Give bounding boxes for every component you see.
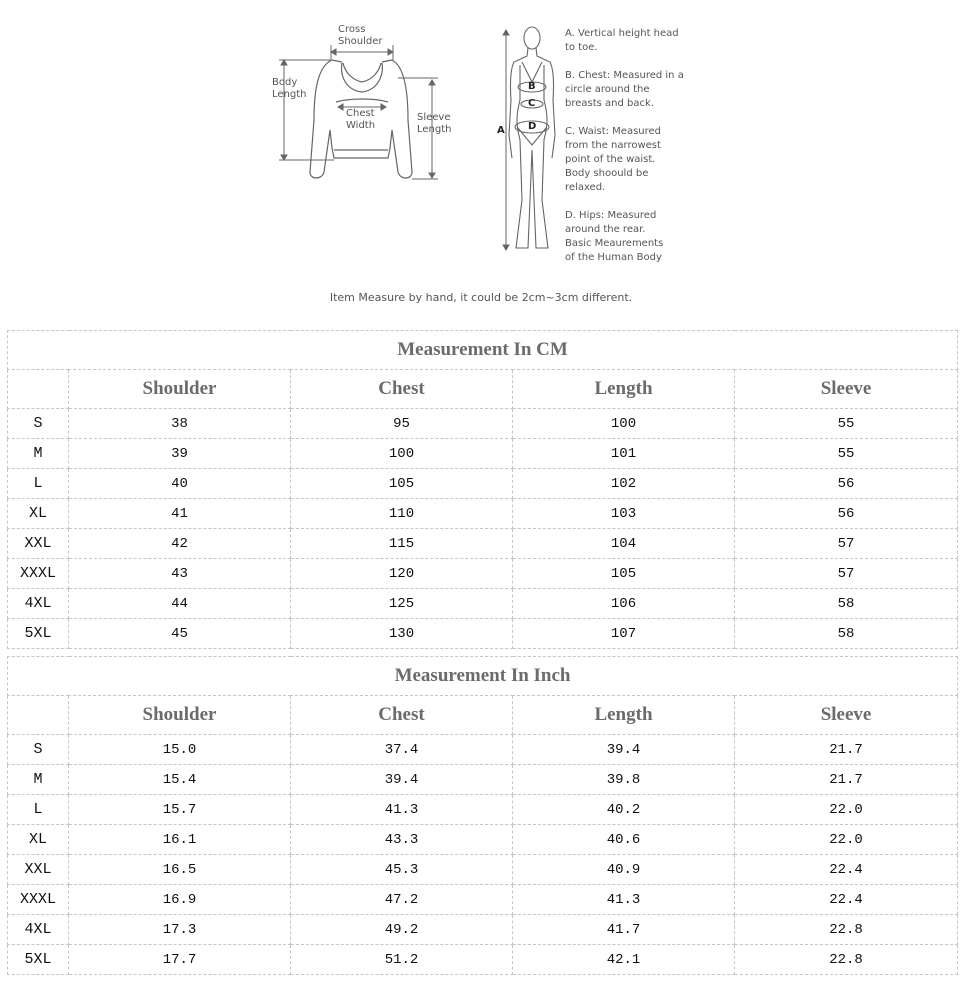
size-cell: L: [8, 469, 69, 499]
inch-header-size: [8, 696, 69, 735]
table-row: [8, 855, 958, 885]
sleeve-cell: 21.7: [735, 765, 958, 795]
shoulder-cell: 15.4: [69, 765, 291, 795]
size-cell: S: [8, 735, 69, 765]
table-row: [8, 915, 958, 945]
shoulder-cell: 41: [69, 499, 291, 529]
chest-cell: 39.4: [291, 765, 513, 795]
sleeve-cell: 21.7: [735, 735, 958, 765]
table-row: [8, 589, 958, 619]
chest-cell: 105: [291, 469, 513, 499]
measurement-diagram: [0, 0, 962, 320]
shoulder-cell: 15.0: [69, 735, 291, 765]
shoulder-cell: 16.1: [69, 825, 291, 855]
sleeve-cell: 55: [735, 439, 958, 469]
sleeve-cell: 22.0: [735, 795, 958, 825]
length-cell: 101: [513, 439, 735, 469]
sleeve-cell: 22.8: [735, 915, 958, 945]
sleeve-cell: 58: [735, 589, 958, 619]
shoulder-cell: 44: [69, 589, 291, 619]
cm-header-sleeve: Sleeve: [735, 370, 958, 409]
size-cell: 5XL: [8, 619, 69, 649]
inch-table-title: Measurement In Inch: [8, 657, 958, 696]
size-cell: 5XL: [8, 945, 69, 975]
length-cell: 106: [513, 589, 735, 619]
note-a: A. Vertical height head to toe.: [565, 28, 679, 53]
cross-shoulder-label: Cross Shoulder: [338, 24, 383, 47]
chest-cell: 37.4: [291, 735, 513, 765]
chest-cell: 49.2: [291, 915, 513, 945]
chest-cell: 47.2: [291, 885, 513, 915]
sleeve-cell: 22.8: [735, 945, 958, 975]
human-body-icon: [509, 27, 555, 248]
table-row: [8, 735, 958, 765]
size-cell: XXXL: [8, 885, 69, 915]
inch-header-chest: Chest: [291, 696, 513, 735]
table-row: [8, 469, 958, 499]
shoulder-cell: 16.5: [69, 855, 291, 885]
shoulder-cell: 40: [69, 469, 291, 499]
note-c: C. Waist: Measured from the narrowest point of the waist. Body shoould be relaxed.: [565, 126, 662, 193]
size-cell: L: [8, 795, 69, 825]
size-cell: M: [8, 439, 69, 469]
shoulder-cell: 15.7: [69, 795, 291, 825]
size-cell: XXL: [8, 529, 69, 559]
chest-cell: 95: [291, 409, 513, 439]
length-cell: 42.1: [513, 945, 735, 975]
sleeve-cell: 22.4: [735, 885, 958, 915]
size-cell: XXL: [8, 855, 69, 885]
chest-cell: 120: [291, 559, 513, 589]
size-cell: 4XL: [8, 915, 69, 945]
shoulder-cell: 17.7: [69, 945, 291, 975]
length-cell: 100: [513, 409, 735, 439]
table-row: [8, 885, 958, 915]
chest-cell: 130: [291, 619, 513, 649]
sleeve-cell: 22.0: [735, 825, 958, 855]
length-cell: 41.3: [513, 885, 735, 915]
length-cell: 41.7: [513, 915, 735, 945]
sleeve-cell: 57: [735, 559, 958, 589]
table-row: [8, 825, 958, 855]
inch-size-table: [7, 656, 958, 975]
measure-disclaimer: Item Measure by hand, it could be 2cm~3cm different.: [329, 291, 633, 304]
length-cell: 107: [513, 619, 735, 649]
length-cell: 39.8: [513, 765, 735, 795]
shoulder-cell: 45: [69, 619, 291, 649]
cm-header-shoulder: Shoulder: [69, 370, 291, 409]
chest-cell: 115: [291, 529, 513, 559]
note-d: D. Hips: Measured around the rear. Basic Meaurements of the Human Body: [565, 210, 664, 263]
chest-width-label: Chest Width: [346, 108, 376, 131]
sleeve-cell: 22.4: [735, 855, 958, 885]
size-cell: XL: [8, 825, 69, 855]
sleeve-cell: 56: [735, 499, 958, 529]
table-row: [8, 795, 958, 825]
cm-table-title: Measurement In CM: [8, 331, 958, 370]
letter-b: B: [528, 81, 536, 92]
sleeve-cell: 56: [735, 469, 958, 499]
shoulder-cell: 17.3: [69, 915, 291, 945]
letter-a: A: [497, 125, 505, 136]
length-cell: 104: [513, 529, 735, 559]
length-cell: 103: [513, 499, 735, 529]
cm-header-length: Length: [513, 370, 735, 409]
cm-header-size: [8, 370, 69, 409]
shoulder-cell: 39: [69, 439, 291, 469]
length-cell: 105: [513, 559, 735, 589]
table-row: [8, 559, 958, 589]
cm-header-chest: Chest: [291, 370, 513, 409]
sleeve-length-label: Sleeve Length: [417, 112, 452, 135]
length-cell: 102: [513, 469, 735, 499]
shoulder-cell: 38: [69, 409, 291, 439]
size-cell: XXXL: [8, 559, 69, 589]
size-cell: M: [8, 765, 69, 795]
chest-cell: 51.2: [291, 945, 513, 975]
length-cell: 40.2: [513, 795, 735, 825]
sleeve-cell: 55: [735, 409, 958, 439]
inch-header-length: Length: [513, 696, 735, 735]
letter-c: C: [528, 98, 536, 109]
table-row: [8, 619, 958, 649]
chest-cell: 43.3: [291, 825, 513, 855]
garment-and-body-illustration: [0, 0, 962, 320]
inch-header-sleeve: Sleeve: [735, 696, 958, 735]
sleeve-cell: 57: [735, 529, 958, 559]
chest-cell: 41.3: [291, 795, 513, 825]
table-row: [8, 439, 958, 469]
table-row: [8, 765, 958, 795]
sleeve-cell: 58: [735, 619, 958, 649]
shoulder-cell: 43: [69, 559, 291, 589]
length-cell: 40.6: [513, 825, 735, 855]
table-row: [8, 409, 958, 439]
note-b: B. Chest: Measured in a circle around the breasts and back.: [565, 70, 684, 109]
size-cell: XL: [8, 499, 69, 529]
cm-size-table: [7, 330, 958, 649]
shoulder-cell: 16.9: [69, 885, 291, 915]
table-row: [8, 529, 958, 559]
length-cell: 40.9: [513, 855, 735, 885]
shoulder-cell: 42: [69, 529, 291, 559]
table-row: [8, 945, 958, 975]
chest-cell: 100: [291, 439, 513, 469]
length-cell: 39.4: [513, 735, 735, 765]
chest-cell: 45.3: [291, 855, 513, 885]
inch-header-shoulder: Shoulder: [69, 696, 291, 735]
body-length-label: Body Length: [272, 77, 307, 100]
chest-cell: 110: [291, 499, 513, 529]
size-cell: S: [8, 409, 69, 439]
chest-cell: 125: [291, 589, 513, 619]
table-row: [8, 499, 958, 529]
letter-d: D: [528, 121, 537, 132]
size-cell: 4XL: [8, 589, 69, 619]
